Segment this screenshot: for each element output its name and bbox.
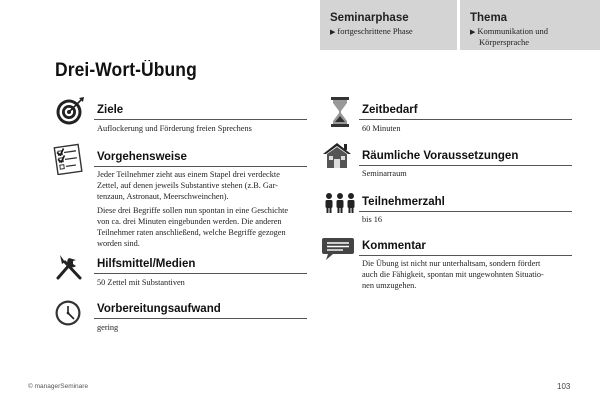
seminarphase-title: Seminarphase [330, 12, 409, 24]
text-line: tenzaun, Astronaut, Meerschweinchen). [97, 192, 229, 201]
raeumlich-text: Seminarraum [362, 169, 407, 178]
text-line: auch die Fähigkeit, spontan mit ungewohnten Situatio- [362, 270, 544, 279]
text-line: Teilnehmer raten anschließend, welche Begriffe gezogen [97, 228, 286, 237]
thema-tab [460, 0, 600, 50]
house-icon [321, 140, 353, 175]
hilfsmittel-text: 50 Zettel mit Substantiven [97, 278, 185, 287]
kommentar-heading: Kommentar [362, 240, 426, 252]
ziele-text: Auflockerung und Förderung freien Sprechens [97, 124, 252, 133]
teilnehmer-heading: Teilnehmerzahl [362, 196, 445, 208]
clock-icon [54, 298, 84, 333]
tools-icon [54, 252, 84, 287]
hourglass-icon [330, 96, 350, 133]
raeumlich-heading: Räumliche Voraussetzungen [362, 150, 519, 162]
arrow-icon: ▶ [330, 28, 336, 36]
ziele-heading: Ziele [97, 104, 124, 116]
seminarphase-tab [320, 0, 460, 50]
seminarphase-value [330, 26, 449, 37]
thema-title: Thema [470, 12, 508, 24]
header-tabs [320, 0, 600, 50]
thema-value-line1: Kommunikation und [477, 26, 548, 36]
vorgehensweise-text [97, 169, 317, 252]
zeitbedarf-rule [359, 119, 572, 120]
arrow-icon: ▶ [470, 28, 476, 36]
raeumlich-rule [359, 165, 572, 166]
hilfsmittel-rule [94, 273, 307, 274]
text-line: Diese drei Begriffe sollen nun spontan in eine Geschichte [97, 206, 289, 215]
hilfsmittel-heading: Hilfsmittel/Medien [97, 258, 196, 270]
text-line: Jeder Teilnehmer zieht aus einem Stapel drei verdeckte [97, 170, 280, 179]
text-line: worden sind. [97, 239, 140, 248]
people-icon [323, 192, 357, 219]
zeitbedarf-heading: Zeitbedarf [362, 104, 418, 116]
vorbereitung-text: gering [97, 323, 119, 332]
text-line: nen umzugehen. [362, 281, 417, 290]
text-line: Die Übung ist nicht nur unterhaltsam, sondern fördert [362, 259, 541, 268]
vorbereitung-heading: Vorbereitungsaufwand [97, 303, 221, 315]
speech-bubble-icon [321, 236, 355, 267]
kommentar-text [362, 258, 577, 291]
thema-value-line2: Körpersprache [479, 37, 530, 47]
teilnehmer-text: bis 16 [362, 215, 383, 224]
vorgehensweise-heading: Vorgehensweise [97, 151, 187, 163]
publisher-footer: © managerSeminare [28, 383, 89, 390]
page-title: Drei-Wort-Übung [55, 60, 197, 81]
thema-value [470, 26, 592, 37]
vorgehensweise-paragraph-2 [97, 205, 317, 249]
kommentar-rule [359, 255, 572, 256]
vorbereitung-rule [94, 318, 307, 319]
teilnehmer-rule [359, 211, 572, 212]
zeitbedarf-text: 60 Minuten [362, 124, 401, 133]
vorgehensweise-paragraph-1 [97, 169, 317, 202]
vorgehensweise-rule [94, 166, 307, 167]
checklist-icon [53, 143, 85, 180]
target-icon [55, 96, 85, 131]
page-number: 103 [557, 382, 571, 391]
text-line: Zettel, auf denen jeweils Substantive stehen (z.B. Gar- [97, 181, 278, 190]
ziele-rule [94, 119, 307, 120]
seminarphase-value-text: fortgeschrittene Phase [337, 26, 413, 36]
text-line: von ca. drei Minuten eingebunden werden. Die anderen [97, 217, 282, 226]
